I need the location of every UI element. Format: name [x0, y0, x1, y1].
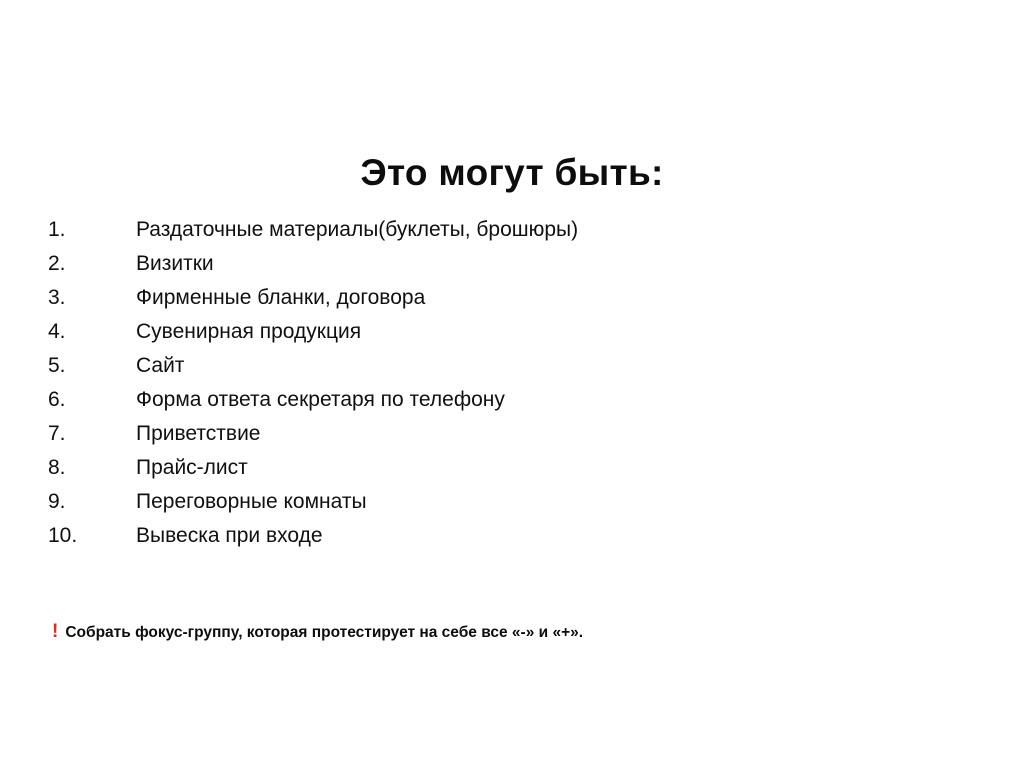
list-item-label: Прайс-лист — [136, 456, 248, 479]
list-item-label: Форма ответа секретаря по телефону — [136, 388, 505, 411]
list-item — [48, 286, 948, 320]
list-item-number: 7. — [48, 422, 66, 445]
list-item-label: Сайт — [136, 354, 185, 377]
list-item — [48, 218, 948, 252]
footnote-text: Собрать фокус-группу, которая протестирует на себе все «-» и «+». — [65, 624, 584, 641]
list-item-label: Визитки — [136, 252, 214, 275]
list-item — [48, 456, 948, 490]
footnote — [52, 622, 583, 642]
list-item-number: 10. — [48, 524, 78, 547]
list-item-number: 3. — [48, 286, 66, 309]
list-item-label: Переговорные комнаты — [136, 490, 367, 513]
list-item-number: 8. — [48, 456, 66, 479]
exclamation-icon: ! — [52, 621, 59, 642]
list-item — [48, 252, 948, 286]
list-item-number: 5. — [48, 354, 66, 377]
list-item — [48, 524, 948, 558]
list-item-number: 4. — [48, 320, 66, 343]
list-item — [48, 422, 948, 456]
numbered-list — [48, 218, 948, 558]
list-item-label: Приветствие — [136, 422, 261, 445]
list-item — [48, 388, 948, 422]
list-item-label: Фирменные бланки, договора — [136, 286, 426, 309]
list-item-label: Раздаточные материалы(буклеты, брошюры) — [136, 218, 579, 241]
list-item-number: 1. — [48, 218, 66, 241]
page-title: Это могут быть: — [360, 152, 664, 193]
list-item-label: Вывеска при входе — [136, 524, 323, 547]
list-item-number: 2. — [48, 252, 66, 275]
list-item — [48, 490, 948, 524]
list-item-number: 9. — [48, 490, 66, 513]
list-item-label: Сувенирная продукция — [136, 320, 362, 343]
list-item — [48, 354, 948, 388]
list-item-number: 6. — [48, 388, 66, 411]
list-item — [48, 320, 948, 354]
